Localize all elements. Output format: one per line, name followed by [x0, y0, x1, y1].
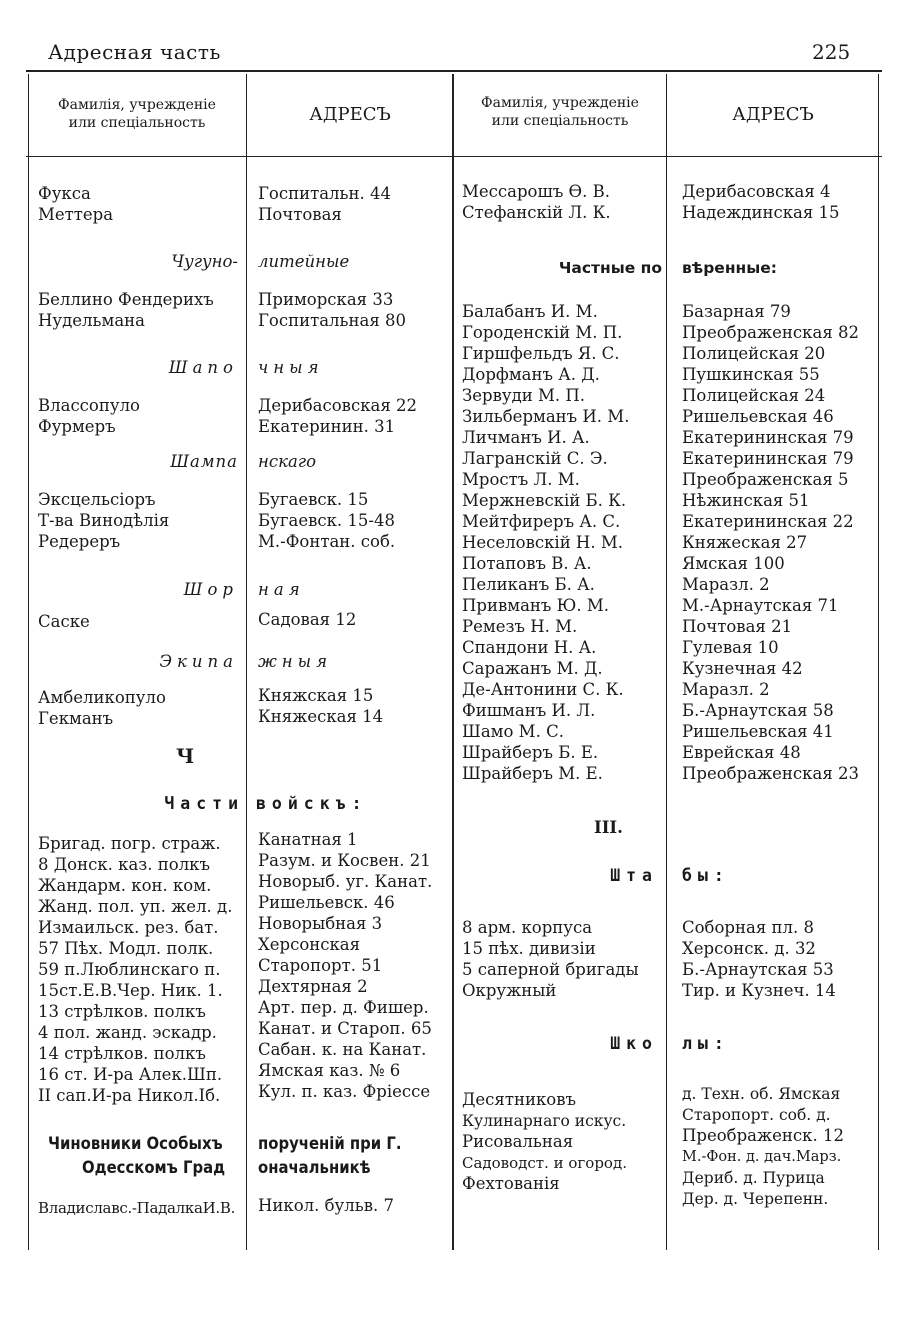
entry-name: Рисовальная	[462, 1132, 574, 1151]
entry-address: Ришельевская 46	[682, 407, 834, 426]
entry-address: Маразл. 2	[682, 575, 770, 594]
entry-address: Канат. и Староп. 65	[258, 1019, 432, 1038]
entry-address: Б.-Арнаутская 58	[682, 701, 834, 720]
section-heading: нскаго	[258, 452, 317, 471]
entry-name: Гиршфельдъ Я. С.	[462, 344, 620, 363]
page-number: 225	[812, 40, 851, 64]
running-head: Адресная часть	[48, 40, 221, 64]
entry-address: Госпитальн. 44	[258, 184, 392, 203]
section-heading: Экипа	[159, 652, 238, 671]
section-heading: литейные	[258, 252, 350, 271]
entry-address: Полицейская 20	[682, 344, 826, 363]
entry-address: Никол. бульв. 7	[258, 1196, 394, 1215]
entry-name: Мростъ Л. М.	[462, 470, 580, 489]
entry-name: Лагранскій С. Э.	[462, 449, 608, 468]
entry-name: Привманъ Ю. М.	[462, 596, 609, 615]
entry-name: Беллино Фендерихъ	[38, 290, 214, 309]
entry-address: Б.-Арнаутская 53	[682, 960, 834, 979]
entry-address: Преображенская 82	[682, 323, 859, 342]
entry-name: Десятниковъ	[462, 1090, 576, 1109]
entry-address: М.-Фон. д. дач.Марз.	[682, 1149, 842, 1165]
col4-header: АДРЕСЪ	[732, 104, 814, 125]
col1-header	[30, 96, 244, 132]
entry-address: Приморская 33	[258, 290, 394, 309]
section-heading: чныя	[258, 358, 324, 377]
entry-name: Ремезъ Н. М.	[462, 617, 578, 636]
entry-name: Владиславс.-ПадалкаИ.В.	[38, 1199, 236, 1217]
entry-address: Кузнечная 42	[682, 659, 803, 678]
entry-name: 16 ст. И-ра Алек.Шп.	[38, 1065, 223, 1084]
col3-header-line1: Фамилія, учрежденіе	[481, 95, 639, 111]
entry-name: Гекманъ	[38, 709, 114, 728]
entry-name: Фурмеръ	[38, 417, 116, 436]
entry-address: Княжская 15	[258, 686, 374, 705]
entry-address: Екатеринин. 31	[258, 417, 396, 436]
entry-name: II сап.И-ра Никол.Іб.	[38, 1086, 221, 1105]
entry-address: Старопорт. 51	[258, 956, 383, 975]
border-right	[878, 74, 879, 1250]
entry-address: М.-Арнаутская 71	[682, 596, 839, 615]
entry-address: Полицейская 24	[682, 386, 826, 405]
entry-address: Госпитальная 80	[258, 311, 407, 330]
entry-address: Херсонск. д. 32	[682, 939, 816, 958]
entry-name: 8 Донск. каз. полкъ	[38, 855, 210, 874]
entry-address: Бугаевск. 15	[258, 490, 369, 509]
entry-address: Соборная пл. 8	[682, 918, 814, 937]
entry-name: Амбеликопуло	[38, 688, 166, 707]
section-heading: Чиновники Особыхъ	[48, 1134, 223, 1153]
entry-address: М.-Фонтан. соб.	[258, 532, 396, 551]
entry-name: Дорфманъ А. Д.	[462, 365, 600, 384]
section-heading: лы:	[682, 1034, 730, 1053]
section-heading: Шор	[183, 580, 238, 599]
entry-name: Шрайберъ Б. Е.	[462, 743, 599, 762]
entry-address: Гулевая 10	[682, 638, 779, 657]
column-divider-center	[452, 74, 454, 1250]
col2-header: АДРЕСЪ	[309, 104, 391, 125]
entry-name: Жандарм. кон. ком.	[38, 876, 212, 895]
entry-address: Княжеская 27	[682, 533, 808, 552]
entry-name: Мержневскій Б. К.	[462, 491, 627, 510]
entry-name: Измаильск. рез. бат.	[38, 918, 219, 937]
entry-name: Нудельмана	[38, 311, 145, 330]
section-heading: вѣренные:	[682, 259, 777, 277]
entry-address: Екатерининская 79	[682, 449, 854, 468]
entry-address: д. Техн. об. Ямская	[682, 1085, 841, 1103]
header-rule	[26, 156, 882, 157]
entry-address: Ришельевск. 46	[258, 893, 395, 912]
entry-name: Эксцельсіоръ	[38, 490, 156, 509]
entry-address: Тир. и Кузнеч. 14	[682, 981, 836, 1000]
entry-name: Пеликанъ Б. А.	[462, 575, 595, 594]
section-heading: Шапо	[168, 358, 238, 377]
entry-name: Неселовскій Н. М.	[462, 533, 623, 552]
entry-address: Бугаевск. 15-48	[258, 511, 395, 530]
entry-address: Почтовая 21	[682, 617, 793, 636]
entry-address: Новорыб. уг. Канат.	[258, 872, 433, 891]
section-heading: Частные по	[558, 259, 662, 277]
entry-name: 15ст.Е.В.Чер. Ник. 1.	[38, 981, 223, 1000]
entry-name: Садоводст. и огород.	[462, 1154, 627, 1172]
section-letter: Ч	[176, 744, 195, 768]
entry-name: Фишманъ И. Л.	[462, 701, 596, 720]
entry-name: Бригад. погр. страж.	[38, 834, 221, 853]
entry-address: Дехтярная 2	[258, 977, 368, 996]
entry-address: Нѣжинская 51	[682, 491, 810, 510]
entry-name: Кулинарнаго искус.	[462, 1112, 627, 1130]
entry-name: Шрайберъ М. Е.	[462, 764, 603, 783]
entry-address: Старопорт. соб. д.	[682, 1106, 831, 1124]
entry-name: Саражанъ М. Д.	[462, 659, 603, 678]
entry-address: Ямская 100	[682, 554, 785, 573]
entry-address: Дерибасовская 22	[258, 396, 418, 415]
entry-name: Зильберманъ И. М.	[462, 407, 630, 426]
entry-name: 15 пѣх. дивизіи	[462, 939, 596, 958]
entry-name: Де-Антонини С. К.	[462, 680, 624, 699]
entry-name: 5 саперной бригады	[462, 960, 639, 979]
entry-address: Дер. д. Черепенн.	[682, 1190, 829, 1208]
entry-name: Окружный	[462, 981, 557, 1000]
entry-address: Еврейская 48	[682, 743, 801, 762]
entry-name: Потаповъ В. А.	[462, 554, 592, 573]
col1-header-line2: или спеціальность	[68, 115, 206, 131]
entry-address: Пушкинская 55	[682, 365, 820, 384]
entry-name: 4 пол. жанд. эскадр.	[38, 1023, 217, 1042]
section-heading: Части	[164, 794, 244, 813]
column-divider-1	[246, 74, 247, 1250]
entry-address: Преображенская 5	[682, 470, 849, 489]
entry-name: Фехтованія	[462, 1174, 560, 1193]
entry-name: Редереръ	[38, 532, 121, 551]
entry-address: Садовая 12	[258, 610, 357, 629]
col1-header-line1: Фамилія, учрежденіе	[58, 97, 216, 113]
entry-name: Жанд. пол. уп. жел. д.	[38, 897, 233, 916]
col3-header	[454, 94, 666, 130]
section-heading: Одесскомъ Град	[82, 1158, 226, 1177]
entry-address: Екатерининская 22	[682, 512, 854, 531]
entry-name: 8 арм. корпуса	[462, 918, 593, 937]
entry-name: Фукса	[38, 184, 91, 203]
section-heading: Чугуно-	[171, 252, 238, 271]
entry-name: 57 Пѣх. Модл. полк.	[38, 939, 214, 958]
entry-address: Херсонская	[258, 935, 361, 954]
entry-name: Стефанскій Л. К.	[462, 203, 611, 222]
entry-address: Базарная 79	[682, 302, 791, 321]
entry-address: Ямская каз. № 6	[258, 1061, 401, 1080]
section-heading: Шампа	[170, 452, 238, 471]
entry-address: Сабан. к. на Канат.	[258, 1040, 427, 1059]
entry-address: Екатерининская 79	[682, 428, 854, 447]
entry-name: Шамо М. С.	[462, 722, 564, 741]
entry-name: Зервуди М. П.	[462, 386, 586, 405]
section-heading: ная	[258, 580, 305, 599]
entry-name: Саске	[38, 612, 90, 631]
section-heading: оначальникѣ	[258, 1158, 371, 1177]
section-heading: войскъ:	[256, 794, 368, 813]
entry-name: Т-ва Винодѣлія	[38, 511, 170, 530]
entry-name: Балабанъ И. М.	[462, 302, 598, 321]
section-roman-numeral: III.	[594, 818, 623, 837]
top-rule	[26, 70, 882, 72]
entry-address: Княжеская 14	[258, 707, 384, 726]
section-heading: Шта	[610, 866, 658, 885]
section-heading: Шко	[610, 1034, 658, 1053]
entry-address: Канатная 1	[258, 830, 358, 849]
entry-name: 14 стрѣлков. полкъ	[38, 1044, 206, 1063]
entry-name: 59 п.Люблинскаго п.	[38, 960, 221, 979]
section-heading: порученій при Г.	[258, 1134, 402, 1153]
column-divider-3	[666, 74, 667, 1250]
entry-address: Дерибасовская 4	[682, 182, 831, 201]
entry-name: Мессарошъ Ѳ. В.	[462, 182, 610, 201]
entry-name: 13 стрѣлков. полкъ	[38, 1002, 206, 1021]
entry-address: Преображенск. 12	[682, 1126, 844, 1145]
entry-address: Почтовая	[258, 205, 342, 224]
entry-name: Влассопуло	[38, 396, 140, 415]
section-heading: жныя	[258, 652, 332, 671]
entry-name: Городенскій М. П.	[462, 323, 623, 342]
entry-address: Арт. пер. д. Фишер.	[258, 998, 429, 1017]
entry-name: Спандони Н. А.	[462, 638, 597, 657]
entry-address: Разум. и Косвен. 21	[258, 851, 431, 870]
entry-address: Дериб. д. Пурица	[682, 1169, 825, 1187]
entry-address: Маразл. 2	[682, 680, 770, 699]
entry-name: Мейтфиреръ А. С.	[462, 512, 621, 531]
entry-address: Кул. п. каз. Фріессе	[258, 1082, 431, 1101]
entry-address: Ришельевская 41	[682, 722, 834, 741]
border-left	[28, 74, 29, 1250]
entry-name: Личманъ И. А.	[462, 428, 590, 447]
section-heading: бы:	[682, 866, 730, 885]
entry-address: Новорыбная 3	[258, 914, 383, 933]
entry-address: Преображенская 23	[682, 764, 859, 783]
entry-name: Меттера	[38, 205, 114, 224]
col3-header-line2: или спеціальность	[491, 113, 629, 129]
entry-address: Надеждинская 15	[682, 203, 840, 222]
